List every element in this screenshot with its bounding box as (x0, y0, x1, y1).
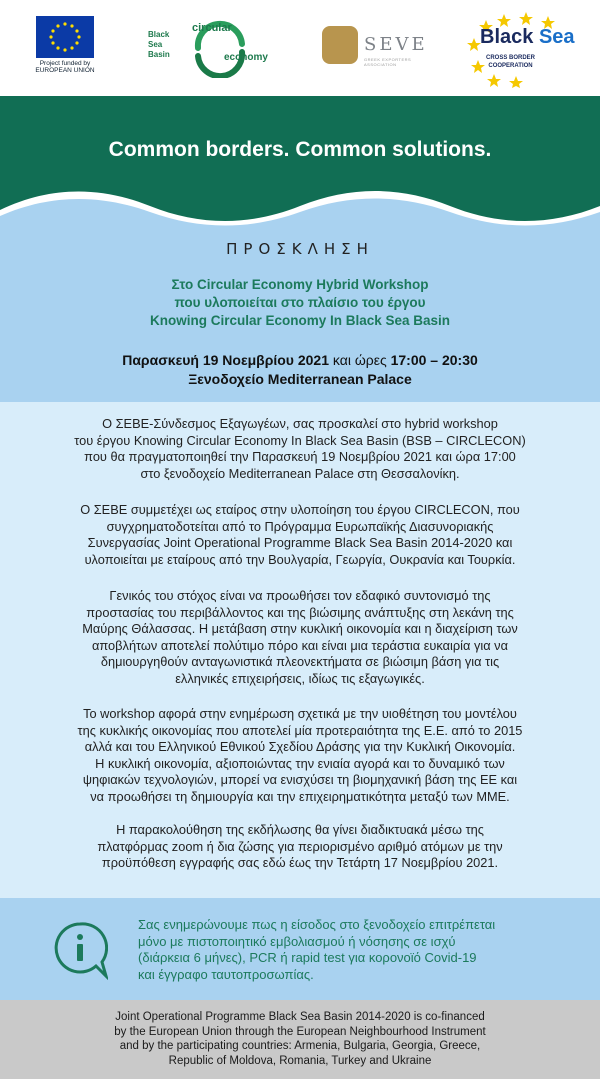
cross-border-caption: CROSS BORDER COOPERATION (486, 55, 536, 69)
economy-word: economy (224, 52, 268, 63)
banner-title: Common borders. Common solutions. (108, 138, 492, 161)
info-icon (52, 920, 108, 980)
paragraph-5: Η παρακολούθηση της εκδήλωσης θα γίνει διαδικτυακά μέσω της πλατφόρμας zoom ή δια ζώσης για περιορισμένο αριθμό ατόμων με την προϋπόθεση εγγραφής σας εδώ έως την Τετάρτη 17 Νοεμβρίου 2021. (97, 822, 503, 870)
seve-wordmark: SEVE (364, 34, 428, 55)
star-ring-icon (466, 12, 576, 88)
covid-notice-text: Σας ενημερώνουμε πως η είσοδος στο ξενοδοχείο επιτρέπεται μόνο με πιστοποιητικό εμβολιασμού ή νόσησης σε ισχύ (διάρκεια 6 μήνες), PCR ή rapid test για κορονοϊό Covid-19 και έγγραφο ταυτοπροσωπίας. (138, 917, 496, 982)
black-sea-logo (466, 12, 576, 88)
logo-strip (0, 0, 600, 96)
black-sea-wordmark: Black Sea (480, 26, 575, 48)
eu-stars-icon (36, 16, 94, 58)
invitation-heading: ΠΡΟΣΚΛΗΣΗ (226, 240, 374, 258)
bsb-words: Black Sea Basin (148, 30, 170, 59)
circular-economy-logo (148, 18, 278, 78)
paragraph-1: Ο ΣΕΒΕ-Σύνδεσμος Εξαγωγέων, σας προσκαλεί στο hybrid workshop του έργου Knowing Circular Economy In Black Sea Basin (BSB – CIRCLECON) που θα πραγματοποιηθεί την Παρασκευή 19 Νοεμβρίου 2021 και ώρα 17:00 στο ξενοδοχείο Mediterranean Palace στη Θεσσαλονίκη. (74, 416, 526, 481)
circular-word: circular (192, 22, 232, 34)
paragraph-3: Γενικός του στόχος είναι να προωθήσει τον εδαφικό συντονισμό της προστασίας του περιβάλλοντος και της βιώσιμης ανάπτυξης στη λεκάνη της Μαύρης Θάλασσας. Η μετάβαση στην κυκλική οικονομία και η διαχείριση των αποβλήτων αποτελεί πολύτιμο πόρο και είναι μια τεράστια ευκαιρία για να δημιουργηθούν ανταγωνιστικά πλεονεκτήματα σε βιώσιμη βάση για τις ελληνικές επιχειρήσεις, ιδίως τις εξαγωγικές. (82, 588, 518, 686)
eu-caption: Project funded by EUROPEAN UNION (35, 60, 95, 74)
seve-logo (322, 26, 432, 70)
eu-logo (34, 16, 96, 74)
eu-flag-icon (36, 16, 94, 58)
event-venue: Ξενοδοχείο Mediterranean Palace (188, 371, 412, 387)
wave-divider (0, 188, 600, 228)
paragraph-2: Ο ΣΕΒΕ συμμετέχει ως εταίρος στην υλοποίηση του έργου CIRCLECON, που συγχρηματοδοτείται από το Πρόγραμμα Ευρωπαϊκής Διασυνοριακής Συνεργασίας Joint Operational Programme Black Sea Basin 2014-2020 και υλοποιείται με εταίρους από την Βουλγαρία, Γεωργία, Ουκρανία και Τουρκία. (80, 502, 520, 567)
workshop-subtitle: Στο Circular Economy Hybrid Workshop που υλοποιείται στο πλαίσιο του έργου Knowing Circular Economy In Black Sea Basin (149, 277, 451, 328)
seve-mark-icon (322, 26, 358, 64)
footer-text: Joint Operational Programme Black Sea Basin 2014-2020 is co-financed by the European Union through the European Neighbourhood Instrument and by the participating countries: Armenia, Bulgaria, Georgia, Greece, Republic of Moldova, Romania, Turkey and Ukraine (114, 1011, 486, 1067)
paragraph-4: Το workshop αφορά στην ενημέρωση σχετικά με την υιοθέτηση του μοντέλου της κυκλικής οικονομίας που αποτελεί μία προτεραιότητα της Ε.Ε. από το 2015 αλλά και του Ελληνικού Εθνικού Σχεδίου Δράσης για την Κυκλική Οικονομία. Η κυκλική οικονομία, αξιοποιώντας την ενιαία αγορά και το δυναμικό των ψηφιακών τεχνολογιών, μπορεί να ενισχύσει τη βιομηχανική βάση της ΕΕ και να προωθήσει τη δημιουργία και την επιχειρηματικότητα μεταξύ των ΜΜΕ. (77, 706, 523, 804)
seve-subtitle: GREEK EXPORTERS ASSOCIATION (364, 57, 412, 67)
event-date: Παρασκευή 19 Νοεμβρίου 2021 και ώρες 17:00 – 20:30 Ξενοδοχείο Mediterranean Palace (0, 351, 600, 389)
